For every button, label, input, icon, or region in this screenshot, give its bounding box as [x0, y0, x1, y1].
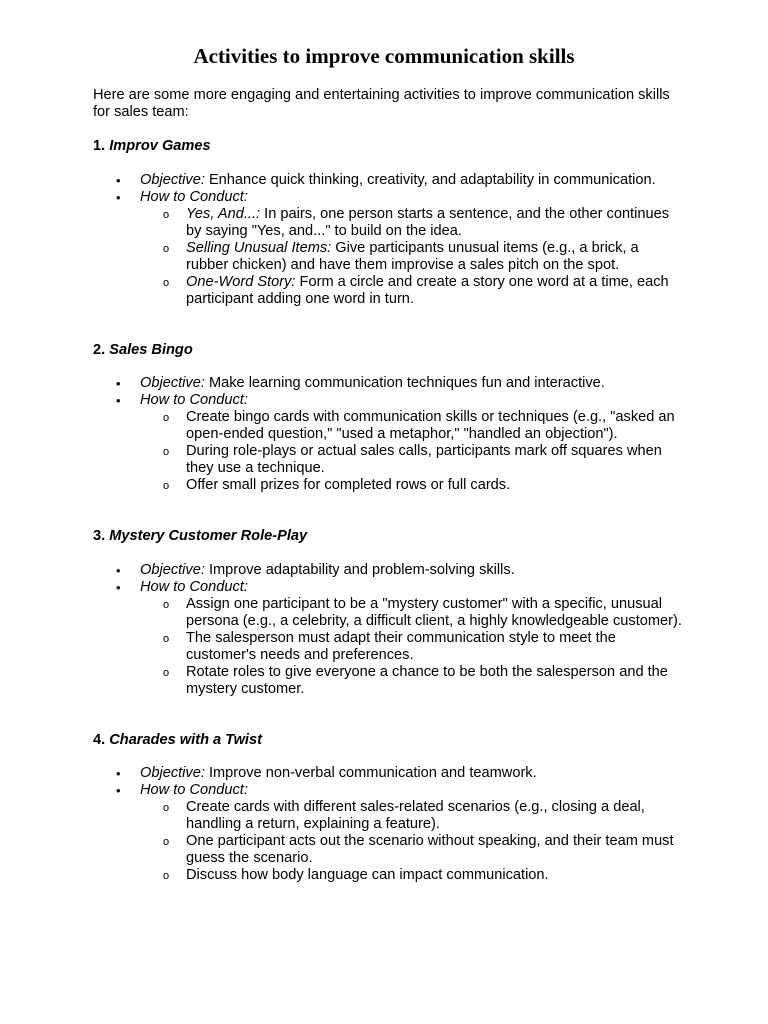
- bullet-icon: •: [116, 766, 121, 781]
- objective-item: [93, 172, 683, 189]
- step-text: Discuss how body language can impact communication.: [186, 867, 549, 883]
- step-text: In pairs, one person starts a sentence, and the other continues by saying "Yes, and..." to build on the idea.: [186, 206, 669, 239]
- step-item: [140, 206, 683, 240]
- step-text: The salesperson must adapt their communication style to meet the customer's needs and preferences.: [186, 630, 616, 663]
- step-label: Selling Unusual Items:: [186, 240, 332, 256]
- sub-bullet-icon: o: [163, 667, 170, 679]
- section-bullets: [93, 375, 683, 494]
- sub-bullet-icon: o: [163, 802, 170, 814]
- bullet-icon: •: [116, 173, 121, 188]
- section-bullets: [93, 562, 683, 698]
- document-title: Activities to improve communication skills: [193, 44, 575, 68]
- bullet-icon: •: [116, 580, 121, 595]
- step-item: [140, 443, 683, 477]
- sub-bullet-icon: o: [163, 243, 170, 255]
- section-title: Charades with a Twist: [109, 732, 262, 748]
- step-text: Assign one participant to be a "mystery customer" with a specific, unusual persona (e.g., a celebrity, a difficult client, a highly knowledgeable customer).: [186, 596, 682, 629]
- step-item: [140, 867, 683, 884]
- objective-text: Enhance quick thinking, creativity, and adaptability in communication.: [208, 172, 656, 188]
- step-label: One-Word Story:: [186, 274, 296, 290]
- step-text: Form a circle and create a story one word at a time, each participant adding one word in turn.: [186, 274, 669, 307]
- section-title: Mystery Customer Role-Play: [109, 528, 308, 544]
- step-item: [140, 240, 683, 274]
- section-bullets: [93, 172, 683, 308]
- sub-bullet-icon: o: [163, 209, 170, 221]
- steps-list: [140, 799, 683, 884]
- steps-list: [140, 206, 683, 308]
- how-to-label: How to Conduct:: [140, 189, 248, 205]
- step-item: [140, 630, 683, 664]
- section-number: 4.: [93, 732, 106, 748]
- step-text: During role-plays or actual sales calls, participants mark off squares when they use a technique.: [186, 443, 662, 476]
- section-title: Improv Games: [109, 138, 211, 154]
- step-item: [140, 664, 683, 698]
- step-item: [140, 833, 683, 867]
- objective-item: [93, 765, 683, 782]
- step-item: [140, 477, 683, 494]
- sub-bullet-icon: o: [163, 633, 170, 645]
- sub-bullet-icon: o: [163, 870, 170, 882]
- objective-item: [93, 562, 683, 579]
- how-to-item: [93, 782, 683, 884]
- objective-text: Improve adaptability and problem-solving skills.: [208, 562, 515, 578]
- step-text: Give participants unusual items (e.g., a brick, a rubber chicken) and have them improvise a sales pitch on the spot.: [186, 240, 639, 273]
- step-item: [140, 409, 683, 443]
- how-to-label: How to Conduct:: [140, 579, 248, 595]
- objective-item: [93, 375, 683, 392]
- section-number: 1.: [93, 138, 106, 154]
- how-to-label: How to Conduct:: [140, 782, 248, 798]
- step-item: [140, 274, 683, 308]
- bullet-icon: •: [116, 190, 121, 205]
- how-to-item: [93, 189, 683, 308]
- bullet-icon: •: [116, 783, 121, 798]
- objective-text: Improve non-verbal communication and teamwork.: [208, 765, 537, 781]
- sub-bullet-icon: o: [163, 480, 170, 492]
- sub-bullet-icon: o: [163, 412, 170, 424]
- objective-label: Objective:: [140, 172, 205, 188]
- section-heading: [93, 342, 193, 359]
- bullet-icon: •: [116, 393, 121, 408]
- section-number: 3.: [93, 528, 106, 544]
- step-text: Rotate roles to give everyone a chance to be both the salesperson and the mystery customer.: [186, 664, 668, 697]
- section-heading: [93, 528, 307, 545]
- sub-bullet-icon: o: [163, 599, 170, 611]
- bullet-icon: •: [116, 376, 121, 391]
- step-label: Yes, And...:: [186, 206, 261, 222]
- step-text: One participant acts out the scenario without speaking, and their team must guess the scenario.: [186, 833, 674, 866]
- sub-bullet-icon: o: [163, 836, 170, 848]
- how-to-item: [93, 392, 683, 494]
- section-number: 2.: [93, 342, 106, 358]
- steps-list: [140, 409, 683, 494]
- objective-label: Objective:: [140, 375, 205, 391]
- step-item: [140, 799, 683, 833]
- sub-bullet-icon: o: [163, 446, 170, 458]
- sub-bullet-icon: o: [163, 277, 170, 289]
- section-bullets: [93, 765, 683, 884]
- objective-label: Objective:: [140, 562, 205, 578]
- how-to-item: [93, 579, 683, 698]
- bullet-icon: •: [116, 563, 121, 578]
- objective-label: Objective:: [140, 765, 205, 781]
- how-to-label: How to Conduct:: [140, 392, 248, 408]
- intro-paragraph: Here are some more engaging and entertaining activities to improve communication skills for sales team:: [93, 87, 670, 120]
- step-text: Offer small prizes for completed rows or full cards.: [186, 477, 511, 493]
- section-heading: [93, 138, 211, 155]
- section-title: Sales Bingo: [109, 342, 193, 358]
- step-text: Create bingo cards with communication skills or techniques (e.g., "asked an open-ended question," "used a metaphor," "handled an objection").: [186, 409, 675, 442]
- step-item: [140, 596, 683, 630]
- step-text: Create cards with different sales-related scenarios (e.g., closing a deal, handling a return, explaining a feature).: [186, 799, 645, 832]
- section-heading: [93, 732, 262, 749]
- objective-text: Make learning communication techniques fun and interactive.: [208, 375, 605, 391]
- steps-list: [140, 596, 683, 698]
